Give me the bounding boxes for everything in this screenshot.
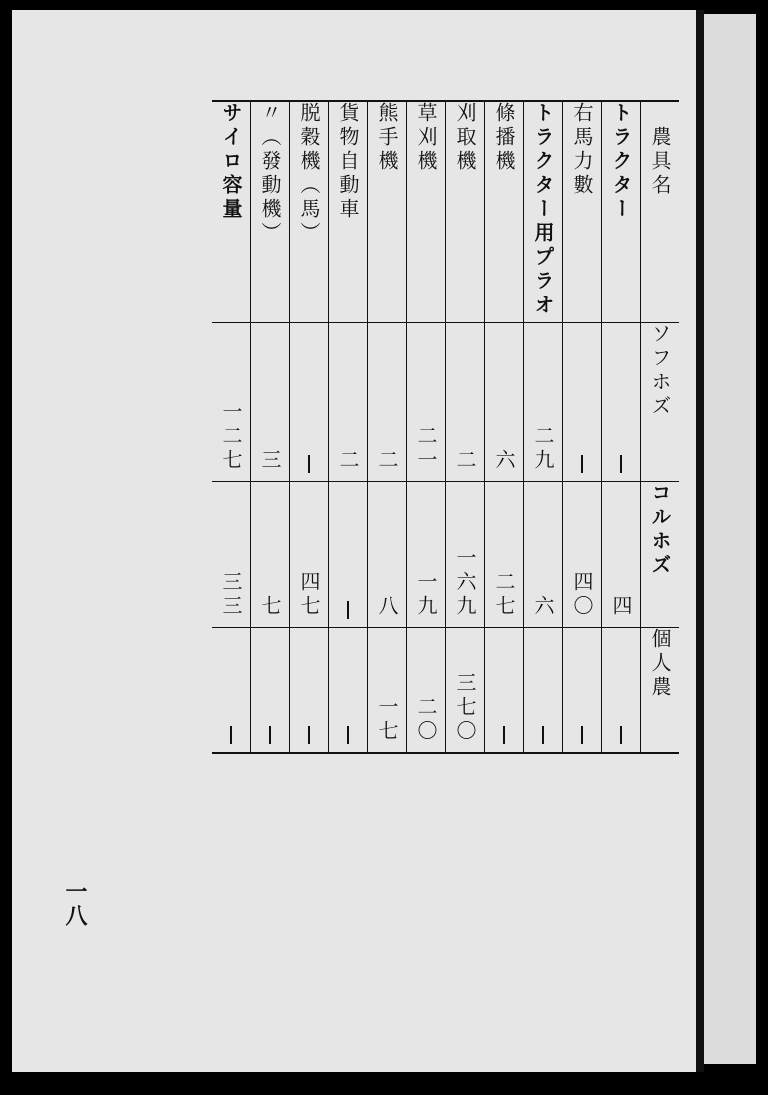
table-row-item-names <box>212 101 679 323</box>
table-row-sovkhoz <box>212 323 679 482</box>
table-row-kolkhoz <box>212 482 679 628</box>
item-name-cell <box>446 101 485 323</box>
item-name-text: 右馬力數 <box>570 102 594 198</box>
value-text: 三 <box>258 449 282 473</box>
item-name-cell <box>251 101 290 323</box>
dash-mark <box>503 726 505 744</box>
item-name-cell <box>407 101 446 323</box>
value-text: 六 <box>531 595 555 619</box>
value-cell <box>407 628 446 754</box>
value-text: 四 <box>609 595 633 619</box>
value-cell <box>602 628 641 754</box>
row-header-cell <box>641 628 680 754</box>
item-name-text: 草刈機 <box>414 102 438 174</box>
value-cell <box>563 628 602 754</box>
item-name-text: トラクター <box>609 102 633 222</box>
row-header-text: コルホズ <box>648 482 672 578</box>
value-cell <box>290 628 329 754</box>
value-text: 二一 <box>414 425 438 473</box>
value-cell <box>329 628 368 754</box>
value-cell <box>407 482 446 628</box>
dash-mark <box>269 726 271 744</box>
item-name-cell <box>368 101 407 323</box>
item-name-text: 脱穀機（馬） <box>297 102 321 246</box>
farm-equipment-table <box>212 100 679 754</box>
item-name-cell <box>563 101 602 323</box>
value-cell <box>446 323 485 482</box>
row-header-text: 農具名 <box>648 126 672 198</box>
dash-mark <box>347 601 349 619</box>
value-text: 四〇 <box>570 571 594 619</box>
value-cell <box>524 482 563 628</box>
dash-mark <box>581 726 583 744</box>
item-name-text: 熊手機 <box>375 102 399 174</box>
item-name-cell <box>485 101 524 323</box>
value-text: 三七〇 <box>453 672 477 744</box>
value-cell <box>329 323 368 482</box>
item-name-cell <box>290 101 329 323</box>
book-spine <box>696 10 704 1072</box>
value-cell <box>290 482 329 628</box>
value-cell <box>368 482 407 628</box>
item-name-cell <box>212 101 251 323</box>
value-text: 一九 <box>414 571 438 619</box>
row-header-text: 個人農 <box>648 628 672 700</box>
item-name-text: 刈取機 <box>453 102 477 174</box>
row-header-cell <box>641 101 680 323</box>
dash-mark <box>347 726 349 744</box>
value-cell <box>251 323 290 482</box>
value-text: 七 <box>258 595 282 619</box>
value-text: 二 <box>453 449 477 473</box>
value-text: 三三 <box>219 571 243 619</box>
value-cell <box>212 323 251 482</box>
value-cell <box>329 482 368 628</box>
item-name-text: 貨物自動車 <box>336 102 360 222</box>
value-cell <box>368 628 407 754</box>
value-text: 一六九 <box>453 547 477 619</box>
value-text: 二九 <box>531 425 555 473</box>
row-header-text: ソフホズ <box>648 323 672 419</box>
page-number: 一八 <box>62 880 88 928</box>
item-name-text: 條播機 <box>492 102 516 174</box>
value-cell <box>485 628 524 754</box>
value-text: 一七 <box>375 696 399 744</box>
item-name-text: トラクター用プラオ <box>531 102 555 318</box>
value-cell <box>407 323 446 482</box>
value-text: 八 <box>375 595 399 619</box>
item-name-cell <box>602 101 641 323</box>
dash-mark <box>620 726 622 744</box>
dash-mark <box>230 726 232 744</box>
value-cell <box>212 482 251 628</box>
value-cell <box>485 323 524 482</box>
item-name-cell <box>329 101 368 323</box>
value-cell <box>602 482 641 628</box>
value-cell <box>563 323 602 482</box>
value-cell <box>251 482 290 628</box>
value-cell <box>368 323 407 482</box>
value-cell <box>485 482 524 628</box>
value-cell <box>602 323 641 482</box>
dash-mark <box>308 455 310 473</box>
value-text: 一二七 <box>219 401 243 473</box>
value-cell <box>563 482 602 628</box>
value-text: 二 <box>375 449 399 473</box>
value-text: 六 <box>492 449 516 473</box>
dash-mark <box>308 726 310 744</box>
dash-mark <box>620 455 622 473</box>
value-cell <box>524 628 563 754</box>
row-header-cell <box>641 323 680 482</box>
value-text: 四七 <box>297 571 321 619</box>
item-name-text: サイロ容量 <box>219 102 243 222</box>
dash-mark <box>581 455 583 473</box>
value-cell <box>524 323 563 482</box>
scan-border <box>756 10 768 1072</box>
value-cell <box>290 323 329 482</box>
table-row-private <box>212 628 679 754</box>
item-name-text: 〃（發動機） <box>258 102 282 246</box>
value-cell <box>251 628 290 754</box>
value-text: 二七 <box>492 571 516 619</box>
dash-mark <box>542 726 544 744</box>
value-text: 二〇 <box>414 696 438 744</box>
item-name-cell <box>524 101 563 323</box>
value-text: 二 <box>336 449 360 473</box>
value-cell <box>446 628 485 754</box>
value-cell <box>446 482 485 628</box>
value-cell <box>212 628 251 754</box>
page-edge <box>704 14 756 1064</box>
row-header-cell <box>641 482 680 628</box>
